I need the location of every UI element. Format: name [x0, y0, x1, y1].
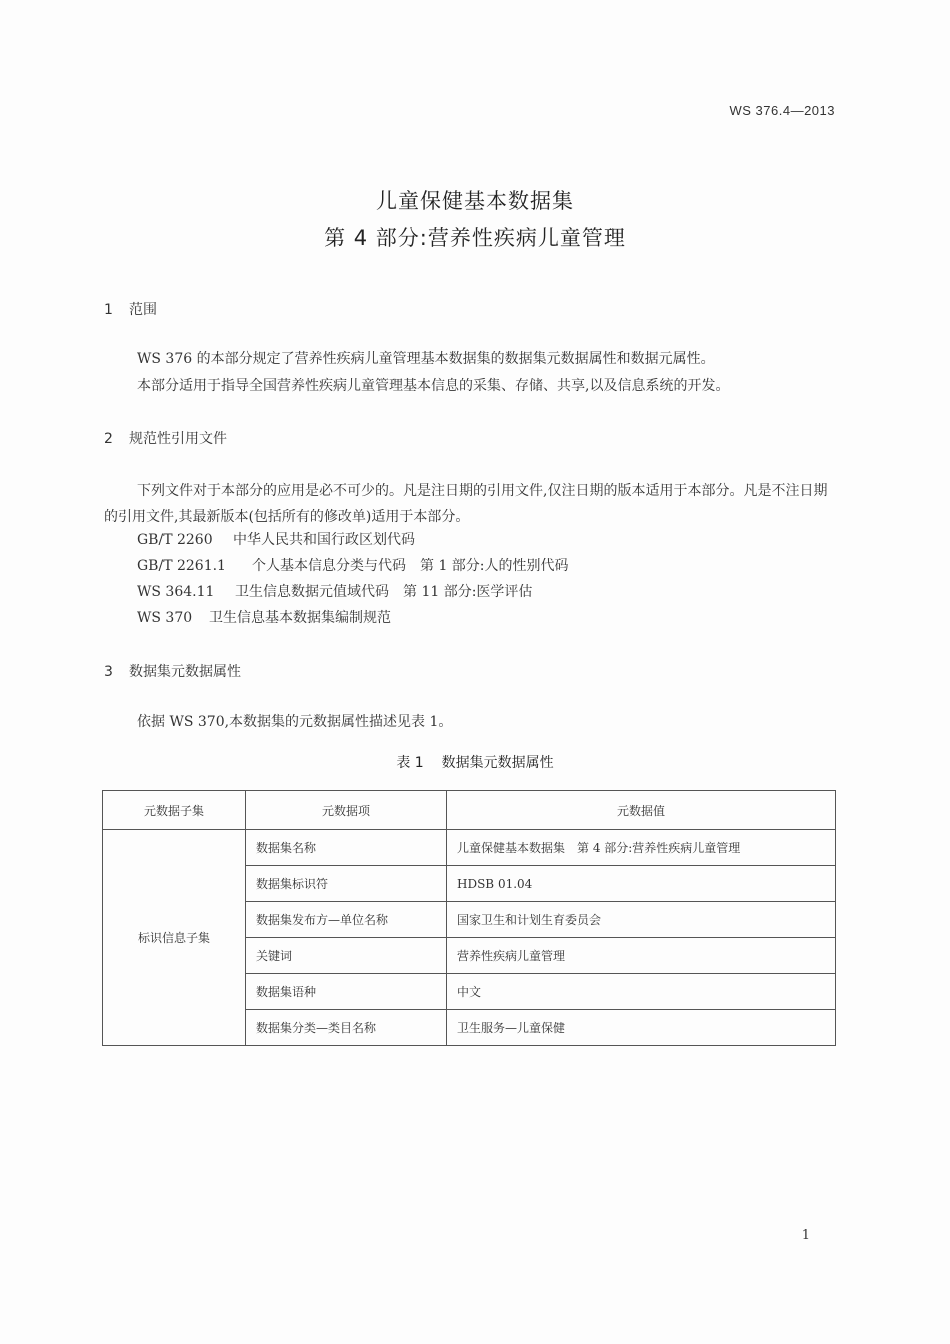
value-cell: 卫生服务—儿童保健 [447, 1010, 836, 1046]
document-subtitle: 第 4 部分:营养性疾病儿童管理 [324, 226, 626, 250]
value-cell: 营养性疾病儿童管理 [447, 938, 836, 974]
document-title: 儿童保健基本数据集 [376, 189, 574, 213]
reference-item [137, 605, 391, 631]
page-number: 1 [801, 1228, 810, 1243]
value-cell: 国家卫生和计划生育委员会 [447, 902, 836, 938]
section-number: 1 [104, 302, 113, 318]
reference-item [137, 579, 532, 605]
column-header: 元数据值 [447, 791, 836, 830]
value-cell: 儿童保健基本数据集 第 4 部分:营养性疾病儿童管理 [447, 830, 836, 866]
value-cell: 中文 [447, 974, 836, 1010]
section-title: 数据集元数据属性 [129, 664, 241, 680]
subset-cell: 标识信息子集 [103, 830, 246, 1046]
reference-code: WS 364.11 [137, 584, 215, 600]
column-header: 元数据子集 [103, 791, 246, 830]
item-cell: 数据集名称 [246, 830, 447, 866]
item-cell: 数据集发布方—单位名称 [246, 902, 447, 938]
table-caption-title: 数据集元数据属性 [441, 755, 554, 771]
section-number: 2 [104, 431, 113, 447]
item-cell: 数据集语种 [246, 974, 447, 1010]
reference-title: 卫生信息基本数据集编制规范 [209, 610, 391, 626]
section-title: 规范性引用文件 [129, 431, 227, 447]
reference-item [137, 553, 569, 579]
section-3-heading [104, 661, 241, 681]
reference-code: GB/T 2260 [137, 532, 213, 548]
reference-code: GB/T 2261.1 [137, 558, 226, 574]
section-number: 3 [104, 664, 113, 680]
paragraph: 依据 WS 370,本数据集的元数据属性描述见表 1。 [137, 714, 453, 730]
column-header: 元数据项 [246, 791, 447, 830]
table-caption-label: 表 1 [396, 755, 424, 771]
section-2-heading [104, 428, 227, 448]
section-title: 范围 [129, 302, 157, 318]
table-caption [0, 752, 950, 772]
item-cell: 数据集标识符 [246, 866, 447, 902]
table-header-row [103, 791, 836, 830]
metadata-table [102, 790, 836, 1046]
item-cell: 关键词 [246, 938, 447, 974]
standard-number: WS 376.4—2013 [729, 103, 835, 118]
reference-title: 中华人民共和国行政区划代码 [233, 532, 415, 548]
reference-code: WS 370 [137, 610, 193, 626]
value-cell: HDSB 01.04 [447, 866, 836, 902]
paragraph: 本部分适用于指导全国营养性疾病儿童管理基本信息的采集、存储、共享,以及信息系统的开发。 [137, 378, 730, 394]
reference-title: 个人基本信息分类与代码 第 1 部分:人的性别代码 [252, 558, 569, 574]
paragraph: 下列文件对于本部分的应用是必不可少的。凡是注日期的引用文件,仅注日期的版本适用于本部分。凡是不注日期的引用文件,其最新版本(包括所有的修改单)适用于本部分。 [104, 483, 828, 525]
item-cell: 数据集分类—类目名称 [246, 1010, 447, 1046]
paragraph: WS 376 的本部分规定了营养性疾病儿童管理基本数据集的数据集元数据属性和数据元属性。 [137, 351, 715, 367]
reference-title: 卫生信息数据元值域代码 第 11 部分:医学评估 [235, 584, 533, 600]
section-1-heading [104, 299, 157, 319]
table-row [103, 830, 836, 866]
reference-item [137, 527, 415, 553]
